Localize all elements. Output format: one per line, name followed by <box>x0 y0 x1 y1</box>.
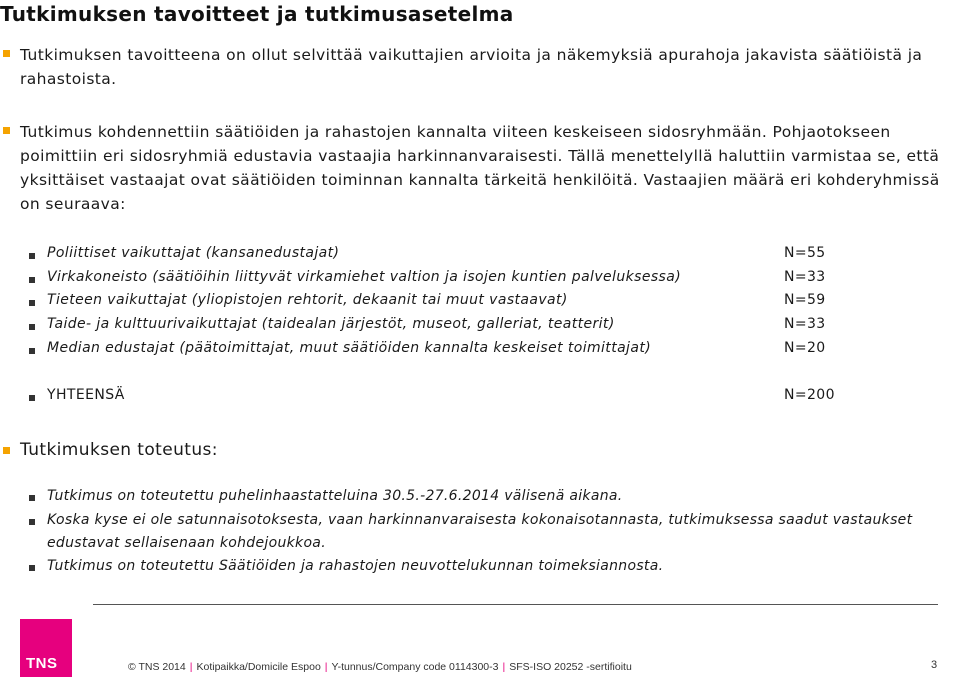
footer-divider <box>93 604 938 605</box>
page-number: 3 <box>931 659 938 671</box>
footer-copyright: © TNS 2014 <box>128 661 186 673</box>
footer-business-id: Y-tunnus/Company code 0114300-3 <box>331 661 499 673</box>
implementation-item: Tutkimus on toteutettu Säätiöiden ja rahastojen neuvottelukunnan toimeksiannosta. <box>47 558 664 574</box>
sub-bullet-marker <box>29 519 35 525</box>
sub-bullet-marker <box>29 300 35 306</box>
bullet-marker <box>3 50 10 57</box>
footer-info <box>128 661 632 673</box>
group-label: Taide- ja kulttuurivaikuttajat (taidealan järjestöt, museot, galleriat, teatterit) <box>47 316 615 332</box>
implementation-heading: Tutkimuksen toteutus: <box>20 440 218 460</box>
group-count: N=33 <box>784 316 826 332</box>
sub-bullet-marker <box>29 565 35 571</box>
footer-separator: | <box>502 661 506 673</box>
group-label: Virkakoneisto (säätiöihin liittyvät virkamiehet valtion ja isojen kuntien palveluksessa) <box>47 269 682 285</box>
logo-text: TNS <box>26 655 58 672</box>
group-count: N=20 <box>784 340 826 356</box>
footer-separator: | <box>189 661 193 673</box>
sub-bullet-marker <box>29 395 35 401</box>
bullet-marker <box>3 127 10 134</box>
bullet-marker <box>3 447 10 454</box>
group-count: N=59 <box>784 292 826 308</box>
sub-bullet-marker <box>29 253 35 259</box>
total-label: YHTEENSÄ <box>47 387 125 403</box>
total-count: N=200 <box>784 387 835 403</box>
group-label: Poliittiset vaikuttajat (kansanedustajat) <box>47 245 340 261</box>
footer-certification: SFS-ISO 20252 -sertifioitu <box>509 661 632 673</box>
implementation-item: Tutkimus on toteutettu puhelinhaastatteluina 30.5.-27.6.2014 välisenä aikana. <box>47 488 623 504</box>
sub-bullet-marker <box>29 348 35 354</box>
page-title: Tutkimuksen tavoitteet ja tutkimusasetelma <box>0 2 514 26</box>
sub-bullet-marker <box>29 324 35 330</box>
footer-separator: | <box>324 661 328 673</box>
group-count: N=33 <box>784 269 826 285</box>
group-label: Median edustajat (päätoimittajat, muut säätiöiden kannalta keskeiset toimittajat) <box>47 340 652 356</box>
objective-paragraph: Tutkimuksen tavoitteena on ollut selvittää vaikuttajien arvioita ja näkemyksiä apurahoja jakavista säätiöistä ja rahastoista. <box>20 46 923 88</box>
group-label: Tieteen vaikuttajat (yliopistojen rehtorit, dekaanit tai muut vastaavat) <box>47 292 568 308</box>
implementation-item: Koska kyse ei ole satunnaisotoksesta, vaan harkinnanvaraisesta kokonaisotannasta, tutkimuksessa saadut vastaukset edustavat sellaisenaan kohdejoukkoa. <box>47 512 913 551</box>
sample-paragraph: Tutkimus kohdennettiin säätiöiden ja rahastojen kannalta viiteen keskeiseen sidosryhmään. Pohjaotokseen poimittiin eri sidosryhmiä edustavia vastaajia harkinnanvaraisesti. Tällä menettelyllä haluttiin varmistaa se, että yksittäiset vastaajat ovat säätiöiden toiminnan kannalta tärkeitä henkilöitä. Vastaajien määrä eri kohderyhmissä on seuraava: <box>20 123 940 213</box>
group-count: N=55 <box>784 245 826 261</box>
sub-bullet-marker <box>29 277 35 283</box>
footer-domicile: Kotipaikka/Domicile Espoo <box>196 661 321 673</box>
tns-logo <box>20 619 72 677</box>
sub-bullet-marker <box>29 495 35 501</box>
